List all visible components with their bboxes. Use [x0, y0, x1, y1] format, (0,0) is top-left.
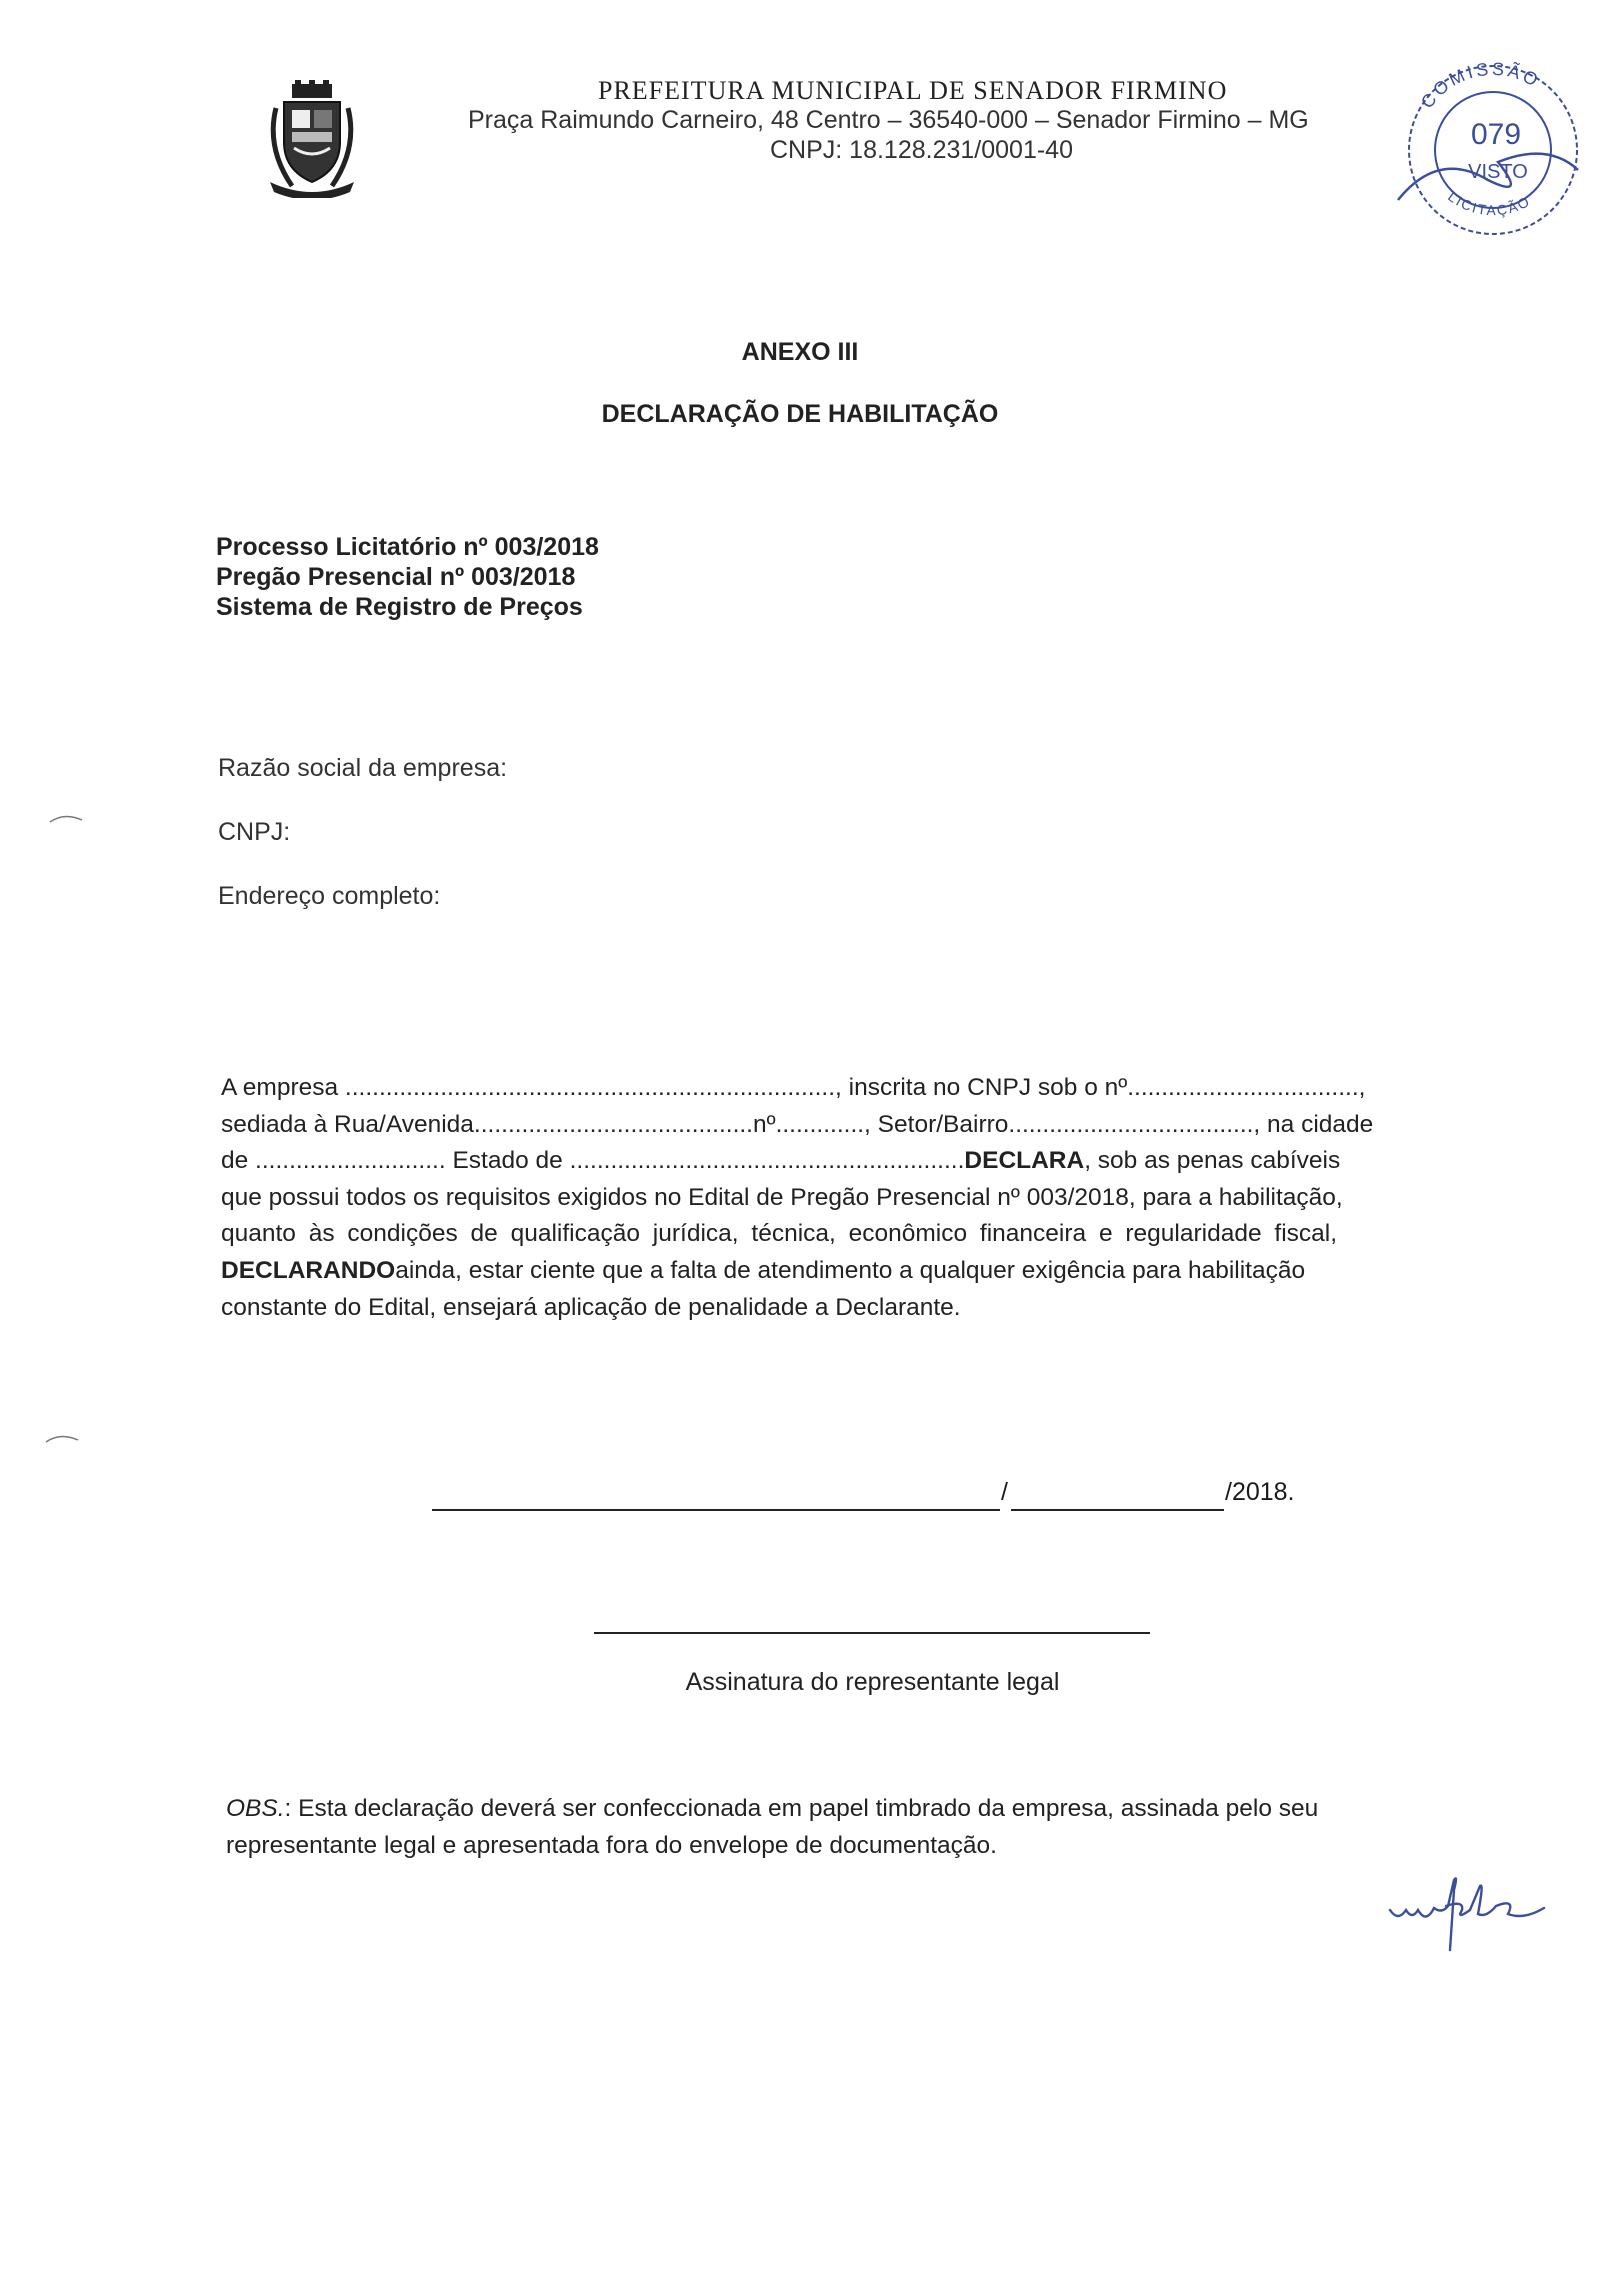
declaration-line: constante do Edital, ensejará aplicação de penalidade a Declarante. [221, 1293, 961, 1321]
declarando-emphasis: DECLARANDO [221, 1256, 396, 1284]
institution-address: Praça Raimundo Carneiro, 48 Centro – 36540-000 – Senador Firmino – MG [468, 106, 1309, 134]
signature-label: Assinatura do representante legal [685, 1668, 1060, 1696]
stamp-number: 079 [1470, 118, 1522, 151]
stamp-visto: VISTO [1468, 161, 1528, 183]
company-address-field: Endereço completo: [218, 882, 441, 910]
date-separator: / [1001, 1478, 1008, 1506]
signature-line [594, 1632, 1150, 1634]
commission-stamp [1378, 50, 1598, 240]
declaration-line: DECLARANDO ainda, estar ciente que a falta de atendimento a qualquer exigência para habilitação [221, 1253, 1523, 1290]
declaration-title: DECLARAÇÃO DE HABILITAÇÃO [601, 400, 999, 428]
scan-mark-icon [44, 1432, 80, 1444]
company-name-field: Razão social da empresa: [218, 754, 508, 782]
declaration-line: sediada à Rua/Avenida.........................................nº............., Setor/Bairro...................................., na cidade [221, 1110, 1374, 1138]
handwritten-initials-icon [1384, 1870, 1564, 1960]
date-place-blank [432, 1509, 1000, 1511]
declara-emphasis: DECLARA [964, 1147, 1085, 1175]
pregao-number: Pregão Presencial nº 003/2018 [216, 563, 576, 591]
stamp-top-text: COMISSÃO [1416, 58, 1544, 113]
coat-of-arms-icon [262, 78, 362, 198]
declaration-line: A empresa ........................................................................, inscrita no CNPJ sob o nº.................................., [221, 1074, 1366, 1101]
company-cnpj-field: CNPJ: [218, 818, 291, 846]
declaration-line: que possui todos os requisitos exigidos no Edital de Pregão Presencial nº 003/2018, para a habilitação, [221, 1183, 1343, 1211]
observation-note: OBS.: Esta declaração deverá ser confeccionada em papel timbrado da empresa, assinada pelo seu representante legal e apresentada fora do envelope de documentação. [226, 1795, 1319, 1859]
svg-text:COMISSÃO [1417, 59, 1544, 112]
svg-text:LICITAÇÃO [1445, 188, 1533, 218]
institution-name: PREFEITURA MUNICIPAL DE SENADOR FIRMINO [598, 76, 1228, 105]
price-registry-system: Sistema de Registro de Preços [216, 593, 583, 621]
annex-title: ANEXO III [741, 338, 859, 366]
declaration-line: de ............................ Estado de .......................................................... DECLARA , sob as penas cabíveis [221, 1143, 1523, 1180]
declaration-paragraph [221, 1070, 1523, 1326]
process-number: Processo Licitatório nº 003/2018 [216, 533, 599, 561]
date-year: /2018. [1225, 1478, 1295, 1506]
date-day-month-blank [1011, 1509, 1224, 1511]
obs-label: OBS. [226, 1795, 285, 1822]
institution-cnpj: CNPJ: 18.128.231/0001-40 [770, 136, 1073, 164]
declaration-line: quanto às condições de qualificação jurídica, técnica, econômico financeira e regularidade fiscal, [221, 1220, 1338, 1248]
scan-mark-icon [48, 812, 84, 824]
stamp-bottom-text: LICITAÇÃO [1445, 188, 1534, 219]
